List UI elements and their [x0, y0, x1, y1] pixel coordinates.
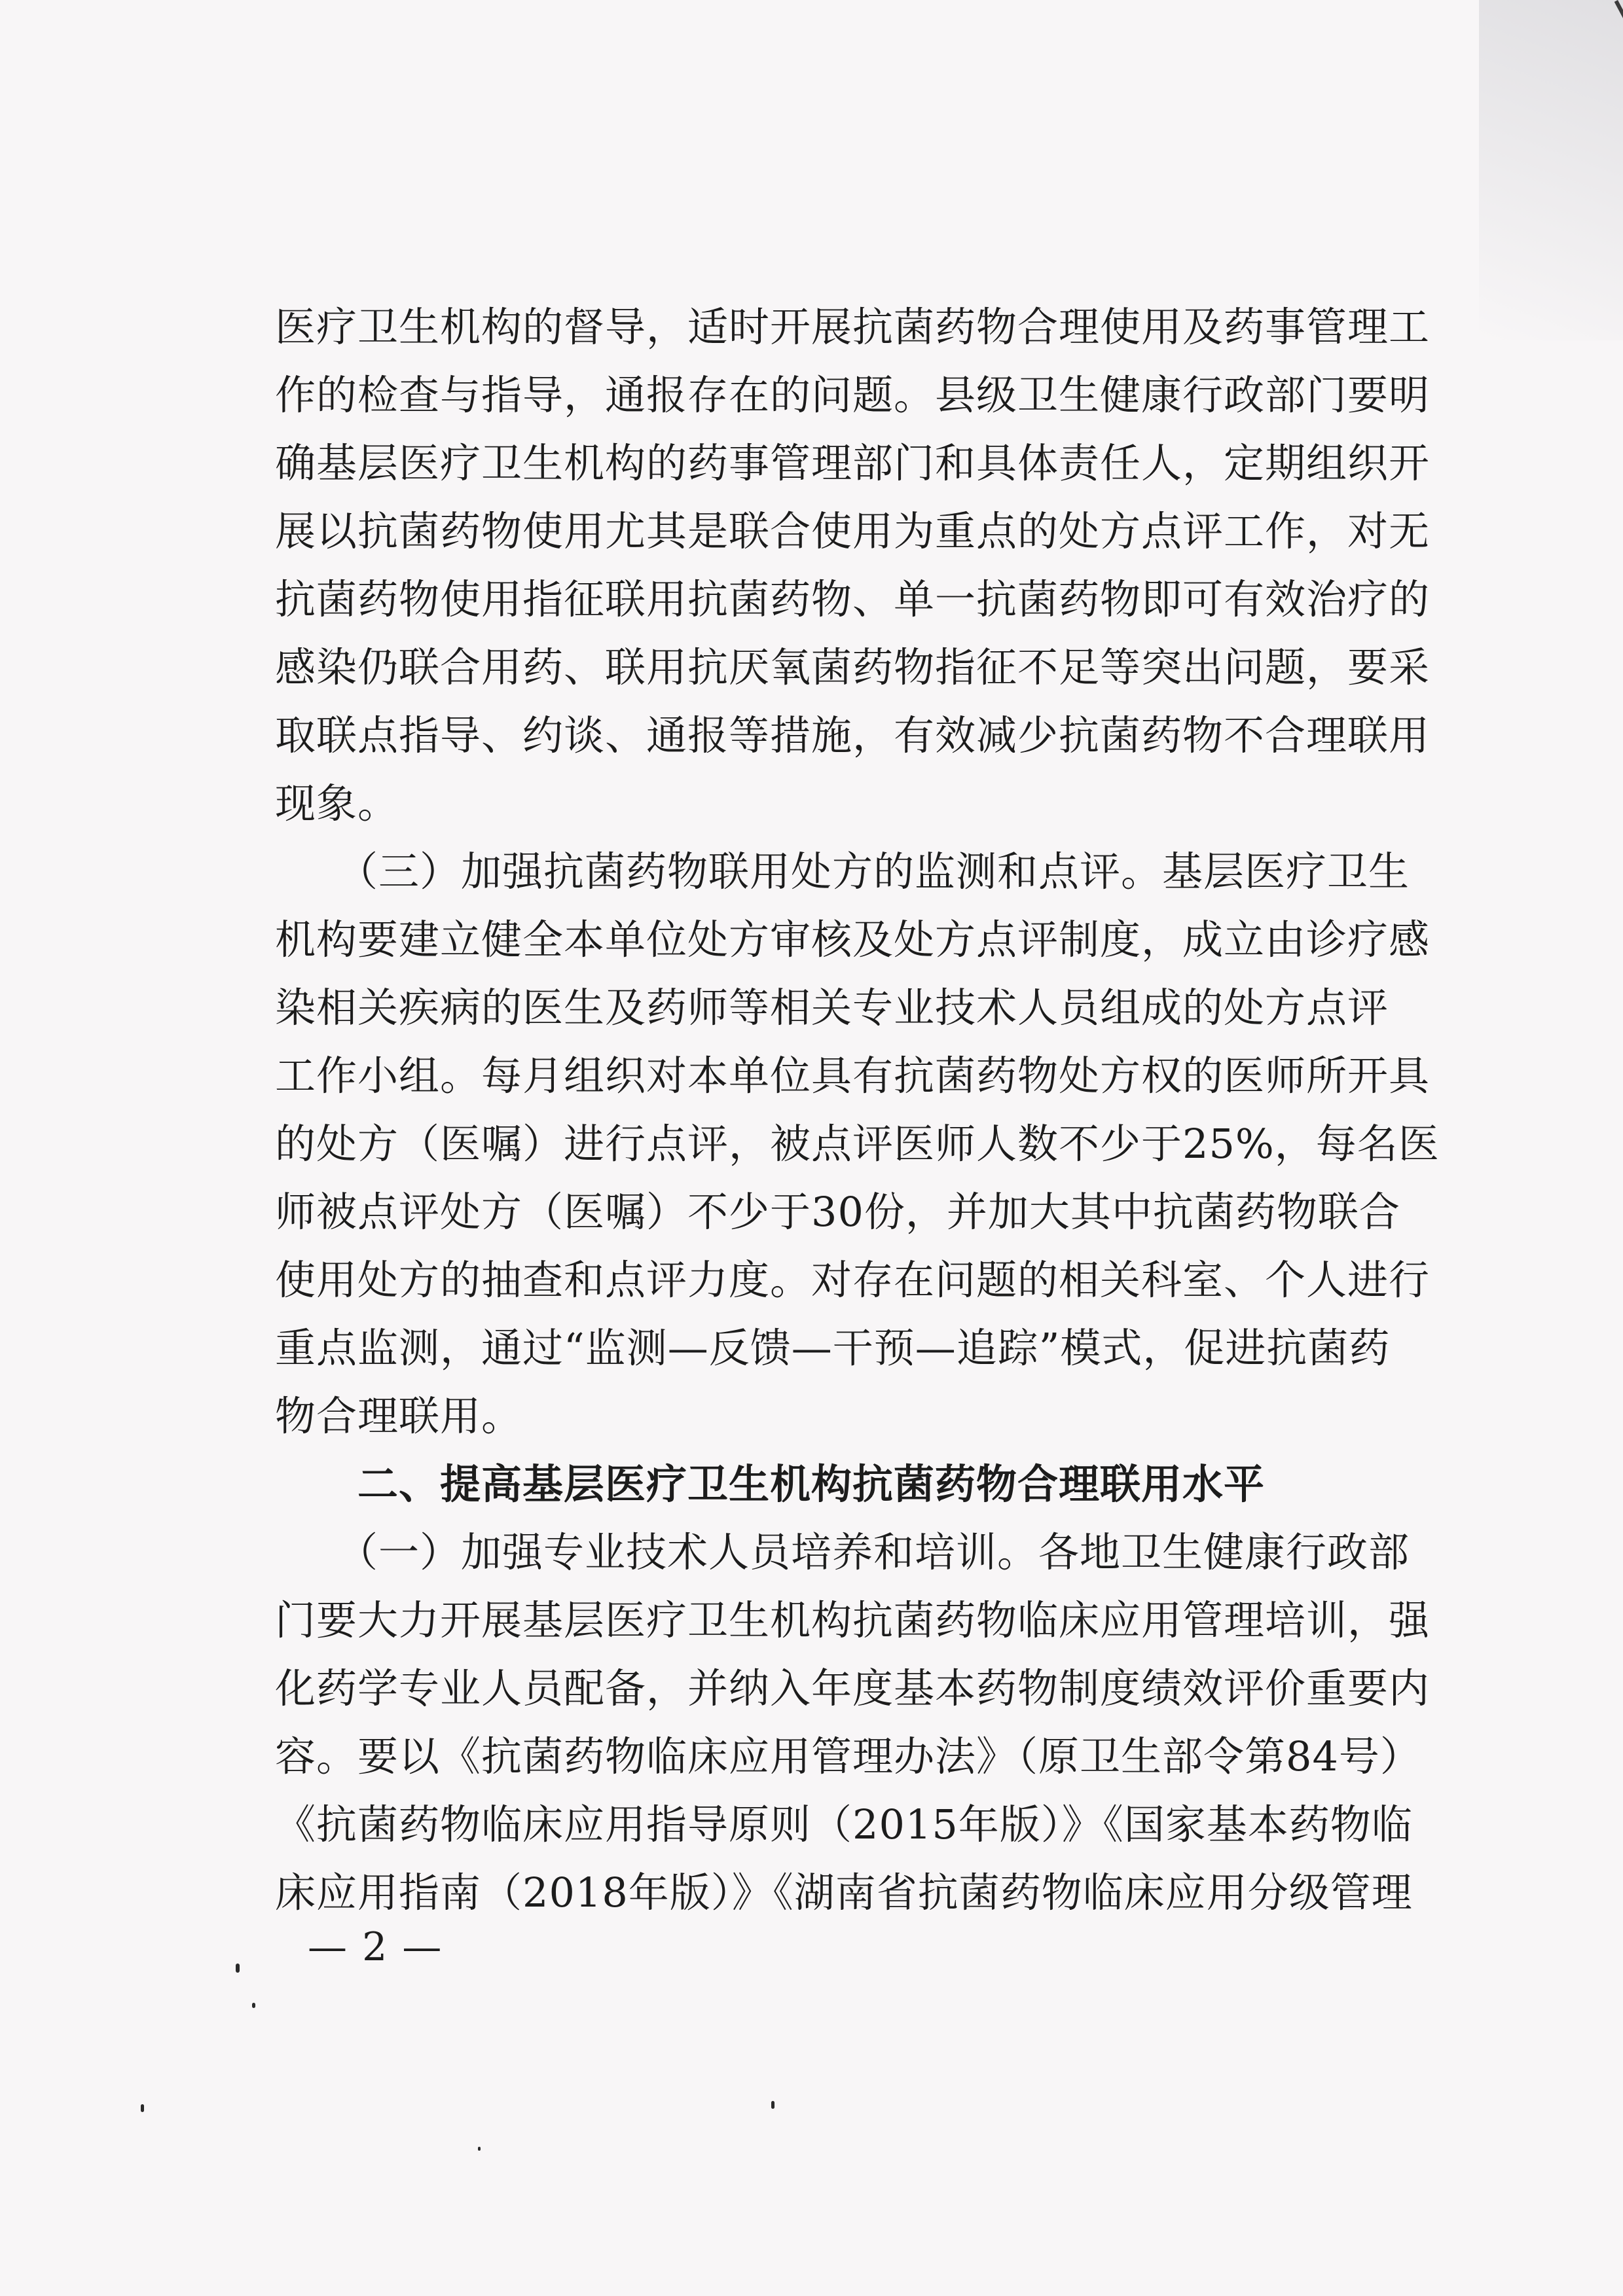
text-line: （一）加强专业技术人员培养和培训。各地卫生健康行政部 — [275, 1528, 1410, 1576]
text-line: 染相关疾病的医生及药师等相关专业技术人员组成的处方点评 — [275, 984, 1389, 1031]
text-line: 《抗菌药物临床应用指导原则（2015年版）》《国家基本药物临 — [275, 1801, 1413, 1848]
text-line: 取联点指导、约谈、通报等措施，有效减少抗菌药物不合理联用 — [275, 711, 1431, 759]
text-line: 医疗卫生机构的督导，适时开展抗菌药物合理使用及药事管理工 — [275, 303, 1431, 351]
text-line: 师被点评处方（医嘱）不少于30份，并加大其中抗菌药物联合 — [275, 1188, 1400, 1236]
text-line: 机构要建立健全本单位处方审核及处方点评制度，成立由诊疗感 — [275, 916, 1431, 963]
text-line: 现象。 — [275, 780, 399, 827]
scan-speck — [236, 1964, 240, 1973]
scan-speck — [252, 2003, 255, 2008]
text-line: 化药学专业人员配备，并纳入年度基本药物制度绩效评价重要内 — [275, 1664, 1431, 1712]
scan-speck — [141, 2104, 144, 2112]
text-line: 展以抗菌药物使用尤其是联合使用为重点的处方点评工作，对无 — [275, 507, 1431, 555]
page-number: — 2 — — [308, 1924, 443, 1970]
text-line: 作的检查与指导，通报存在的问题。县级卫生健康行政部门要明 — [275, 371, 1431, 419]
text-line: （三）加强抗菌药物联用处方的监测和点评。基层医疗卫生 — [275, 848, 1410, 895]
scan-edge-shadow — [1479, 0, 1623, 340]
text-line: 使用处方的抽查和点评力度。对存在问题的相关科室、个人进行 — [275, 1256, 1431, 1304]
scan-speck — [771, 2101, 775, 2109]
text-line: 容。要以《抗菌药物临床应用管理办法》（原卫生部令第84号） — [275, 1732, 1421, 1780]
text-line: 床应用指南（2018年版）》《湖南省抗菌药物临床应用分级管理 — [275, 1869, 1413, 1916]
text-line: 工作小组。每月组织对本单位具有抗菌药物处方权的医师所开具 — [275, 1052, 1431, 1100]
text-line: 门要大力开展基层医疗卫生机构抗菌药物临床应用管理培训，强 — [275, 1596, 1431, 1644]
text-line: 的处方（医嘱）进行点评，被点评医师人数不少于25%，每名医 — [275, 1120, 1440, 1168]
text-line: 感染仍联合用药、联用抗厌氧菌药物指征不足等突出问题，要采 — [275, 643, 1431, 691]
text-line: 物合理联用。 — [275, 1392, 523, 1440]
text-line: 确基层医疗卫生机构的药事管理部门和具体责任人，定期组织开 — [275, 439, 1431, 487]
section-heading: 二、提高基层医疗卫生机构抗菌药物合理联用水平 — [275, 1460, 1266, 1508]
scan-speck — [478, 2147, 481, 2151]
text-line: 重点监测，通过“监测—反馈—干预—追踪”模式，促进抗菌药 — [275, 1324, 1391, 1372]
text-line: 抗菌药物使用指征联用抗菌药物、单一抗菌药物即可有效治疗的 — [275, 575, 1431, 623]
